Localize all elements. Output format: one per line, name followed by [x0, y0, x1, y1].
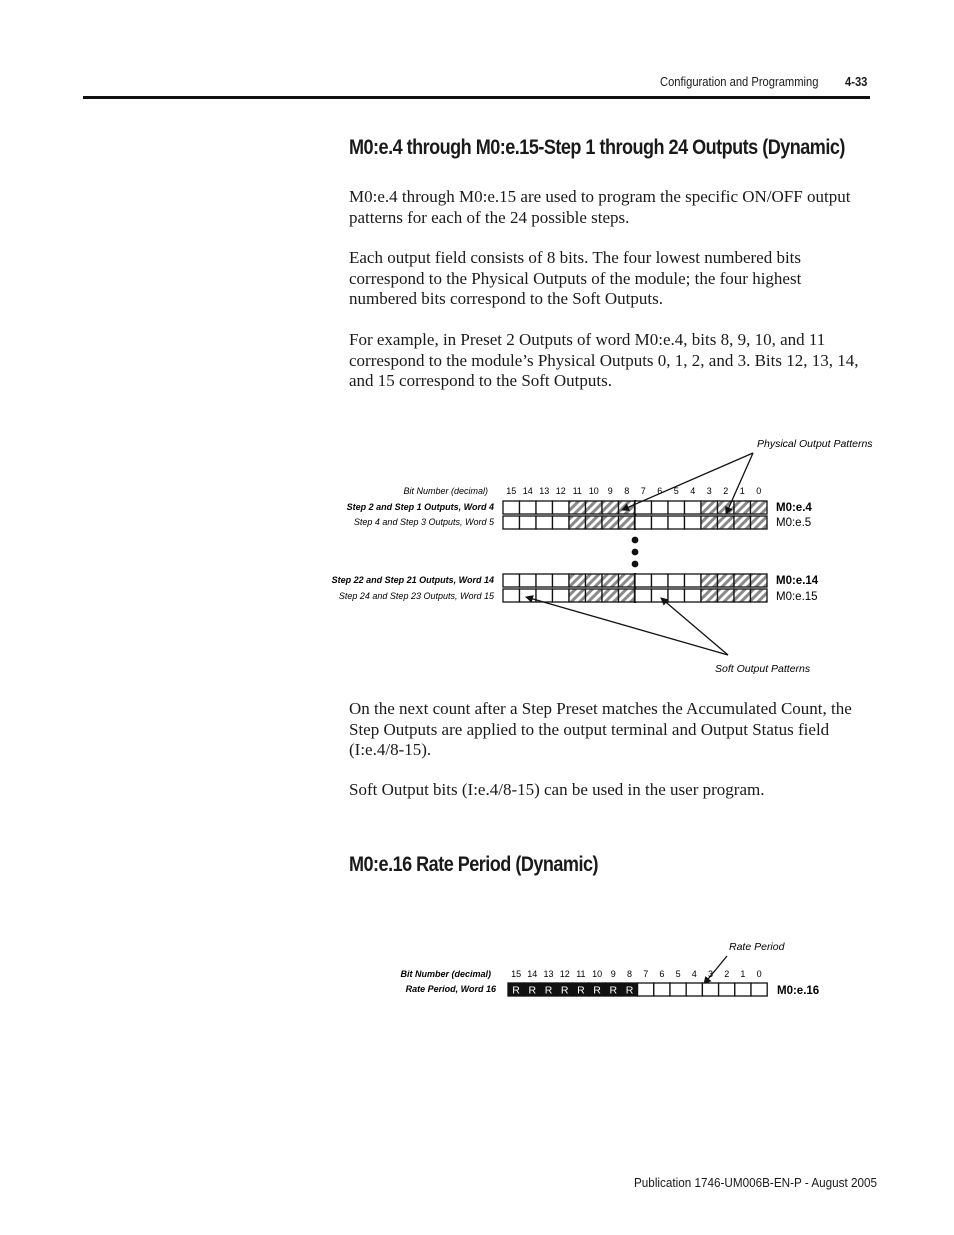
bit-number: 10 [592, 969, 603, 979]
row-label-word-16: Rate Period, Word 16 [405, 984, 496, 994]
bit-cell [668, 589, 685, 602]
bit-cell [701, 589, 718, 602]
bit-cell [569, 589, 586, 602]
bit-cell [602, 574, 619, 587]
bit-cell [718, 589, 735, 602]
bit-cell [520, 574, 537, 587]
bit-cell [652, 516, 669, 529]
bit-cell [635, 589, 652, 602]
bit-number: 1 [739, 486, 745, 496]
bit-number: 13 [539, 486, 550, 496]
bit-cell [751, 983, 767, 996]
bit-number: 11 [572, 486, 582, 496]
row-label-word-14: Step 22 and Step 21 Outputs, Word 14 [331, 575, 494, 585]
reserved-bit-label: R [528, 984, 537, 997]
bit-cell [685, 516, 702, 529]
running-header-title: Configuration and Programming [660, 74, 819, 89]
bit-number: 5 [675, 969, 681, 979]
rate-period-figure [0, 935, 954, 1005]
bit-cell [751, 501, 768, 514]
bit-cell [734, 516, 751, 529]
section-heading-step-outputs: M0:e.4 through M0:e.15-Step 1 through 24 Outputs (Dynamic) [349, 136, 845, 159]
bit-cell [503, 516, 520, 529]
bit-number: 9 [607, 486, 613, 496]
reserved-bit-label: R [512, 984, 520, 997]
page-number: 4-33 [845, 74, 868, 89]
bit-number: 7 [640, 486, 646, 496]
bit-cell [638, 983, 654, 996]
bit-number: 6 [657, 486, 663, 496]
bit-cell [685, 501, 702, 514]
bit-number: 2 [723, 486, 729, 496]
word-m0e14: M0:e.14 [776, 575, 819, 587]
bit-cell [734, 589, 751, 602]
bit-number: 1 [740, 969, 746, 979]
bit-number: 4 [691, 969, 697, 979]
paragraph-2: Each output field consists of 8 bits. The four lowest numbered bits correspond to the Physical Outputs of the module; the four highest numbered bits correspond to the Soft Outputs. [349, 248, 802, 308]
bit-number: 4 [690, 486, 696, 496]
bit-number: 8 [626, 969, 633, 979]
bit-cell [635, 516, 652, 529]
continuation-dot [632, 561, 639, 568]
bit-number: 9 [610, 969, 616, 979]
bit-cell [503, 501, 520, 514]
bit-number: 11 [576, 969, 586, 979]
bit-cell [569, 516, 586, 529]
reserved-bit-label: R [560, 984, 569, 997]
bit-number: 6 [659, 969, 665, 979]
bit-cell [751, 589, 768, 602]
bit-cell [718, 574, 735, 587]
bit-cell [686, 983, 702, 996]
bit-cell [553, 589, 570, 602]
bit-number: 14 [522, 486, 533, 496]
bit-cell [619, 589, 636, 602]
bit-cell [586, 501, 603, 514]
bit-cell [586, 516, 603, 529]
bit-cell [668, 574, 685, 587]
bit-cell [701, 516, 718, 529]
bit-cell [503, 589, 520, 602]
bit-number: 7 [643, 969, 649, 979]
bit-cell [520, 501, 537, 514]
bit-cell [503, 574, 520, 587]
bit-number: 12 [559, 969, 570, 979]
soft-callout-arrow [526, 597, 728, 655]
header-rule [83, 96, 870, 99]
bit-cell [586, 574, 603, 587]
bit-number: 0 [756, 486, 762, 496]
bit-cell [569, 574, 586, 587]
bit-number: 5 [673, 486, 679, 496]
bit-number: 10 [588, 486, 599, 496]
bit-cell [751, 516, 768, 529]
bit-cell [602, 589, 619, 602]
bit-cell [536, 574, 553, 587]
bit-cell [536, 501, 553, 514]
output-patterns-figure [0, 430, 954, 680]
bit-number: 0 [756, 969, 762, 979]
bit-cell [685, 589, 702, 602]
bit-cell [701, 501, 718, 514]
bit-cell [685, 574, 702, 587]
bit-number-label: Bit Number (decimal) [400, 969, 491, 979]
bit-cell [652, 501, 669, 514]
paragraph-3: For example, in Preset 2 Outputs of word M0:e.4, bits 8, 9, 10, and 11 correspond to the module’s Physical Outputs 0, 1, 2, and 3. Bits 12, 13, 14, and 15 correspond to the Soft Outputs. [349, 330, 859, 390]
row-label-word-5: Step 4 and Step 3 Outputs, Word 5 [353, 517, 494, 527]
bit-number: 2 [724, 969, 730, 979]
bit-cell [654, 983, 670, 996]
reserved-bit-label: R [609, 984, 618, 997]
bit-cell [735, 983, 751, 996]
bit-cell [520, 589, 537, 602]
bit-cell [586, 589, 603, 602]
reserved-bit-label: R [625, 984, 634, 997]
word-m0e16: M0:e.16 [777, 985, 820, 997]
bit-number: 15 [511, 969, 522, 979]
paragraph-4: On the next count after a Step Preset matches the Accumulated Count, the Step Outputs are applied to the output terminal and Output Status field (I:e.4/8-15). [349, 699, 852, 759]
rate-period-callout: Rate Period [729, 941, 785, 953]
bit-cell [701, 574, 718, 587]
bit-number-label: Bit Number (decimal) [403, 486, 488, 496]
bit-cell [652, 589, 669, 602]
word-m0e4: M0:e.4 [776, 502, 812, 514]
bit-cell [734, 574, 751, 587]
word-m0e15: M0:e.15 [776, 591, 818, 603]
bit-number: 15 [506, 486, 517, 496]
bit-number: 14 [527, 969, 538, 979]
bit-number: 8 [624, 486, 630, 496]
bit-cell [553, 516, 570, 529]
bit-number: 12 [555, 486, 566, 496]
bit-cell [635, 574, 652, 587]
bit-cell [619, 574, 636, 587]
bit-cell [602, 516, 619, 529]
bit-cell [652, 574, 669, 587]
soft-output-callout: Soft Output Patterns [715, 663, 811, 675]
bit-cell [670, 983, 686, 996]
bit-cell [602, 501, 619, 514]
row-label-word-4: Step 2 and Step 1 Outputs, Word 4 [346, 502, 494, 512]
paragraph-5: Soft Output bits (I:e.4/8-15) can be used in the user program. [349, 780, 765, 799]
soft-callout-arrow [661, 598, 728, 655]
bit-cell [734, 501, 751, 514]
section-heading-rate-period: M0:e.16 Rate Period (Dynamic) [349, 853, 598, 876]
bit-cell [553, 574, 570, 587]
continuation-dot [632, 537, 639, 544]
continuation-dot [632, 549, 639, 556]
bit-cell [668, 501, 685, 514]
bit-number: 3 [706, 486, 712, 496]
bit-number: 13 [543, 969, 554, 979]
bit-cell [619, 516, 636, 529]
reserved-bit-label: R [593, 984, 601, 997]
bit-cell [702, 983, 718, 996]
word-m0e5: M0:e.5 [776, 517, 812, 529]
reserved-bit-label: R [544, 984, 553, 997]
bit-cell [520, 516, 537, 529]
bit-cell [751, 574, 768, 587]
bit-cell [553, 501, 570, 514]
bit-cell [536, 516, 553, 529]
bit-cell [718, 516, 735, 529]
bit-cell [719, 983, 735, 996]
paragraph-1: M0:e.4 through M0:e.15 are used to program the specific ON/OFF output patterns for each of the 24 possible steps. [349, 187, 851, 227]
bit-cell [668, 516, 685, 529]
row-label-word-15: Step 24 and Step 23 Outputs, Word 15 [338, 591, 494, 601]
reserved-bit-label: R [577, 984, 585, 997]
bit-cell [569, 501, 586, 514]
bit-number: 3 [707, 969, 714, 979]
publication-footer: Publication 1746-UM006B-EN-P - August 2005 [634, 1175, 878, 1190]
physical-output-callout: Physical Output Patterns [757, 438, 873, 450]
